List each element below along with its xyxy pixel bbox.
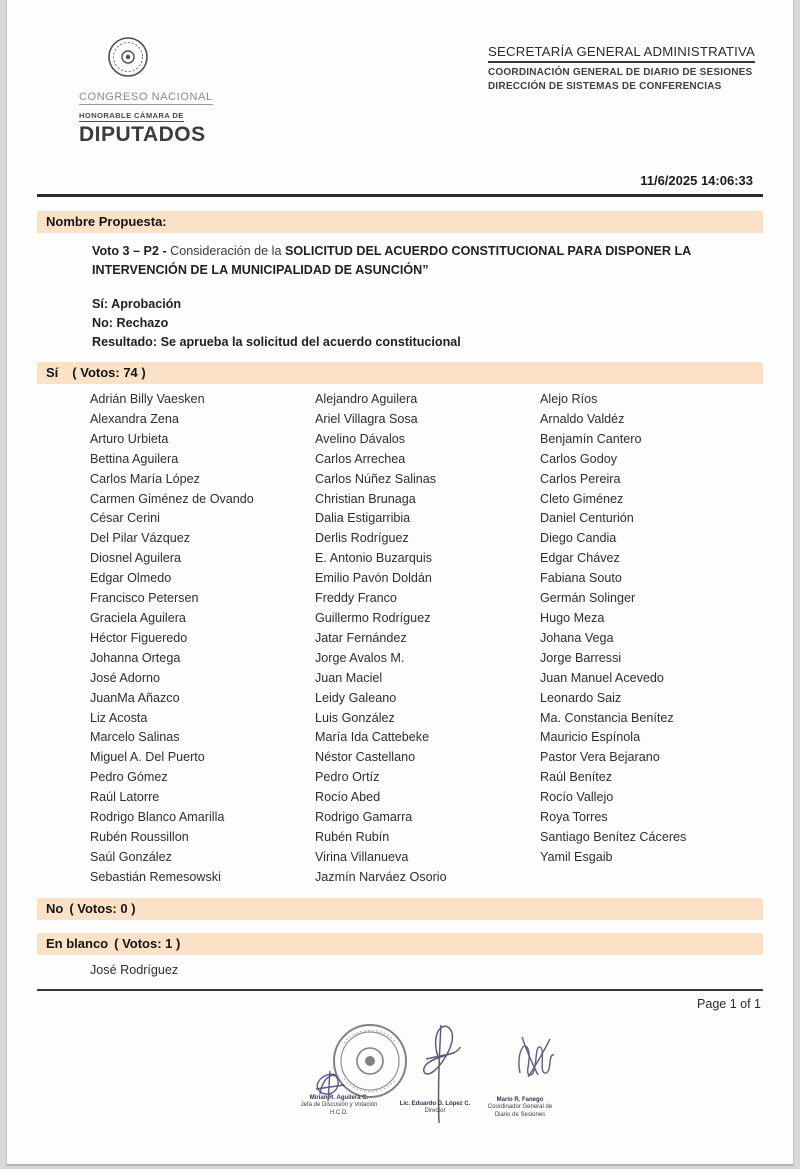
proposal-text (92, 242, 743, 280)
voter-name: Pastor Vera Bejarano (540, 750, 660, 765)
blank-label: En blanco (46, 935, 109, 951)
vote-number: Voto 3 – P2 - (92, 244, 171, 258)
voter-name: Adrián Billy Vaesken (90, 392, 205, 406)
voter-name: Edgar Olmedo (90, 571, 172, 586)
logo-diputados: DIPUTADOS (79, 123, 206, 146)
voter-name: Francisco Petersen (90, 591, 199, 606)
header-divider (37, 194, 763, 197)
congress-seal-icon (107, 36, 229, 83)
voter-name: Carlos Núñez Salinas (315, 471, 437, 486)
voter-name: Dalia Estigarribia (315, 511, 411, 526)
voter-name: Freddy Franco (315, 591, 397, 606)
voter-name: Roya Torres (540, 810, 608, 825)
voter-name: Marcelo Salinas (90, 730, 180, 745)
signer-name: Lic. Eduardo D. López C. (399, 1100, 471, 1107)
voter-name: Néstor Castellano (315, 750, 416, 765)
voter-name: Jorge Barressi (540, 650, 622, 665)
voter-name: Johana Vega (540, 630, 614, 645)
nombre-propuesta-label: Nombre Propuesta: (46, 214, 167, 229)
voter-name: Alejandro Aguilera (315, 392, 418, 406)
voter-name: Avelino Dávalos (315, 431, 406, 446)
voter-name: Emilio Pavón Doldán (315, 571, 432, 586)
section-nombre-propuesta (37, 211, 763, 233)
voter-name: Liz Acosta (90, 710, 148, 725)
voter-name: Derlis Rodríguez (315, 531, 409, 546)
issuing-offices (488, 44, 755, 94)
voter-name: Leidy Galeano (315, 690, 397, 705)
signature-left-label (284, 1095, 394, 1118)
voter-name: Benjamín Cantero (540, 431, 642, 446)
chamber-logo (79, 36, 229, 147)
signer-org: Diario de Sesiones (494, 1111, 546, 1118)
spacer (37, 920, 763, 933)
voter-name: Christian Brunaga (315, 491, 416, 506)
proposal-subject: SOLICITUD DEL ACUERDO CONSTITUCIONAL PARA DISPONER LA INTERVENCIÓN DE LA MUNICIPALIDAD DE ASUNCIÓN” (92, 244, 691, 277)
voter-name: José Rodríguez (90, 962, 179, 977)
signer-name: Mario R. Fanego (496, 1096, 544, 1103)
yes-label: Sí (46, 365, 59, 380)
document-header (37, 34, 763, 147)
voter-name: Carlos Pereira (540, 471, 621, 486)
voter-name: JuanMa Añazco (90, 690, 180, 705)
voter-name: Mauricio Espínola (540, 730, 641, 745)
voter-name: Del Pilar Vázquez (90, 531, 191, 546)
footer-divider (37, 989, 763, 991)
voter-name: Yamil Esgaib (540, 849, 613, 864)
voter-name: Virina Villanueva (315, 849, 409, 864)
voter-name: Ariel Villagra Sosa (315, 411, 418, 426)
voter-name: Graciela Aguilera (90, 610, 186, 625)
no-meaning: No: Rechazo (92, 316, 169, 330)
voter-name: Juan Maciel (315, 670, 383, 685)
voter-name: Raúl Benítez (540, 770, 613, 785)
voter-name: Santiago Benítez Cáceres (540, 829, 687, 844)
voter-name: Rubén Roussillon (90, 829, 189, 844)
voter-name: Germán Solinger (540, 591, 636, 606)
section-no-header (37, 898, 763, 920)
voter-name: Rodrigo Blanco Amarilla (90, 810, 225, 825)
voter-name: Saúl González (90, 849, 172, 864)
voter-name: Miguel A. Del Puerto (90, 750, 205, 765)
voter-name: Jatar Fernández (315, 630, 407, 645)
voter-name: Raúl Latorre (90, 790, 160, 805)
signer-role: Coordinador General de (487, 1104, 553, 1111)
yes-meaning: Sí: Aprobación (92, 297, 182, 311)
voter-name: Alexandra Zena (90, 411, 179, 426)
voter-name: Leonardo Saiz (540, 690, 622, 705)
yes-votes-count: ( Votos: 74 ) (72, 365, 146, 380)
section-yes-header (37, 362, 763, 384)
voter-name: Sebastián Remesowski (90, 869, 221, 884)
voter-name: Rubén Rubín (315, 829, 390, 844)
voter-name: Carlos María López (90, 471, 200, 486)
voter-name: Diego Candia (540, 531, 617, 546)
voter-name: Carmen Giménez de Ovando (90, 491, 254, 506)
voter-name: Rocío Abed (315, 790, 381, 805)
voter-name: Hugo Meza (540, 610, 605, 625)
voter-name: Carlos Godoy (540, 451, 617, 466)
document-page (6, 0, 794, 1166)
signer-role: Jefa de Discusión y Votación (300, 1102, 378, 1109)
voter-name: Edgar Chávez (540, 551, 620, 566)
voter-name: Johanna Ortega (90, 650, 181, 665)
voter-name: Fabiana Souto (540, 571, 622, 586)
voter-name: Ma. Constancia Benítez (540, 710, 674, 725)
voter-name: Rocío Vallejo (540, 790, 614, 805)
yes-voters-list (90, 390, 763, 888)
vote-meanings (92, 295, 763, 352)
proposal-intro: Consideración de la (170, 244, 285, 258)
voter-name: Luis González (315, 710, 395, 725)
logo-honorable-camara: HONORABLE CÁMARA DE (79, 111, 184, 120)
voter-name: Pedro Ortíz (315, 770, 380, 785)
signature-right-label (465, 1097, 575, 1120)
secretaria-title: SECRETARÍA GENERAL ADMINISTRATIVA (488, 44, 755, 63)
voter-name: Jazmín Narváez Osorio (315, 869, 447, 884)
direccion-line: DIRECCIÓN DE SISTEMAS DE CONFERENCIAS (488, 81, 722, 92)
no-votes-count: ( Votos: 0 ) (69, 900, 136, 916)
voter-name: E. Antonio Buzarquis (315, 551, 432, 566)
voter-name: César Cerini (90, 511, 160, 526)
voter-name: Juan Manuel Acevedo (540, 670, 664, 685)
signature-block (37, 1019, 763, 1169)
voter-name: José Adorno (90, 670, 161, 685)
voter-name: Daniel Centurión (540, 511, 634, 526)
voter-name: Cleto Giménez (540, 491, 624, 506)
signer-role: Director (424, 1108, 446, 1115)
voter-name: Héctor Figueredo (90, 630, 188, 645)
logo-congreso-nacional: CONGRESO NACIONAL (79, 91, 213, 103)
blank-voters-list (90, 961, 763, 981)
signer-org: H.C.D. (330, 1109, 348, 1116)
voter-name: Pedro Gómez (90, 770, 168, 785)
voter-name: Arturo Urbieta (90, 431, 169, 446)
voter-name: Jorge Avalos M. (315, 650, 405, 665)
voter-name: Diosnel Aguilera (90, 551, 182, 566)
result-line: Resultado: Se aprueba la solicitud del acuerdo constitucional (92, 335, 461, 349)
blank-votes-count: ( Votos: 1 ) (114, 935, 181, 951)
report-timestamp: 11/6/2025 14:06:33 (640, 173, 753, 188)
signer-name: Mirian R. Aguilera C. (309, 1094, 369, 1101)
voter-name: Arnaldo Valdéz (540, 411, 625, 426)
voter-name: Bettina Aguilera (90, 451, 179, 466)
page-number: Page 1 of 1 (697, 996, 761, 1011)
section-blank-header (37, 933, 763, 955)
voter-name: María Ida Cattebeke (315, 730, 430, 745)
voter-name: Rodrigo Gamarra (315, 810, 413, 825)
coordinacion-line: COORDINACIÓN GENERAL DE DIARIO DE SESIONES (488, 67, 753, 78)
voter-name: Guillermo Rodríguez (315, 610, 431, 625)
voter-name: Alejo Ríos (540, 392, 598, 406)
no-label: No (46, 900, 64, 916)
voter-name: Carlos Arrechea (315, 451, 406, 466)
